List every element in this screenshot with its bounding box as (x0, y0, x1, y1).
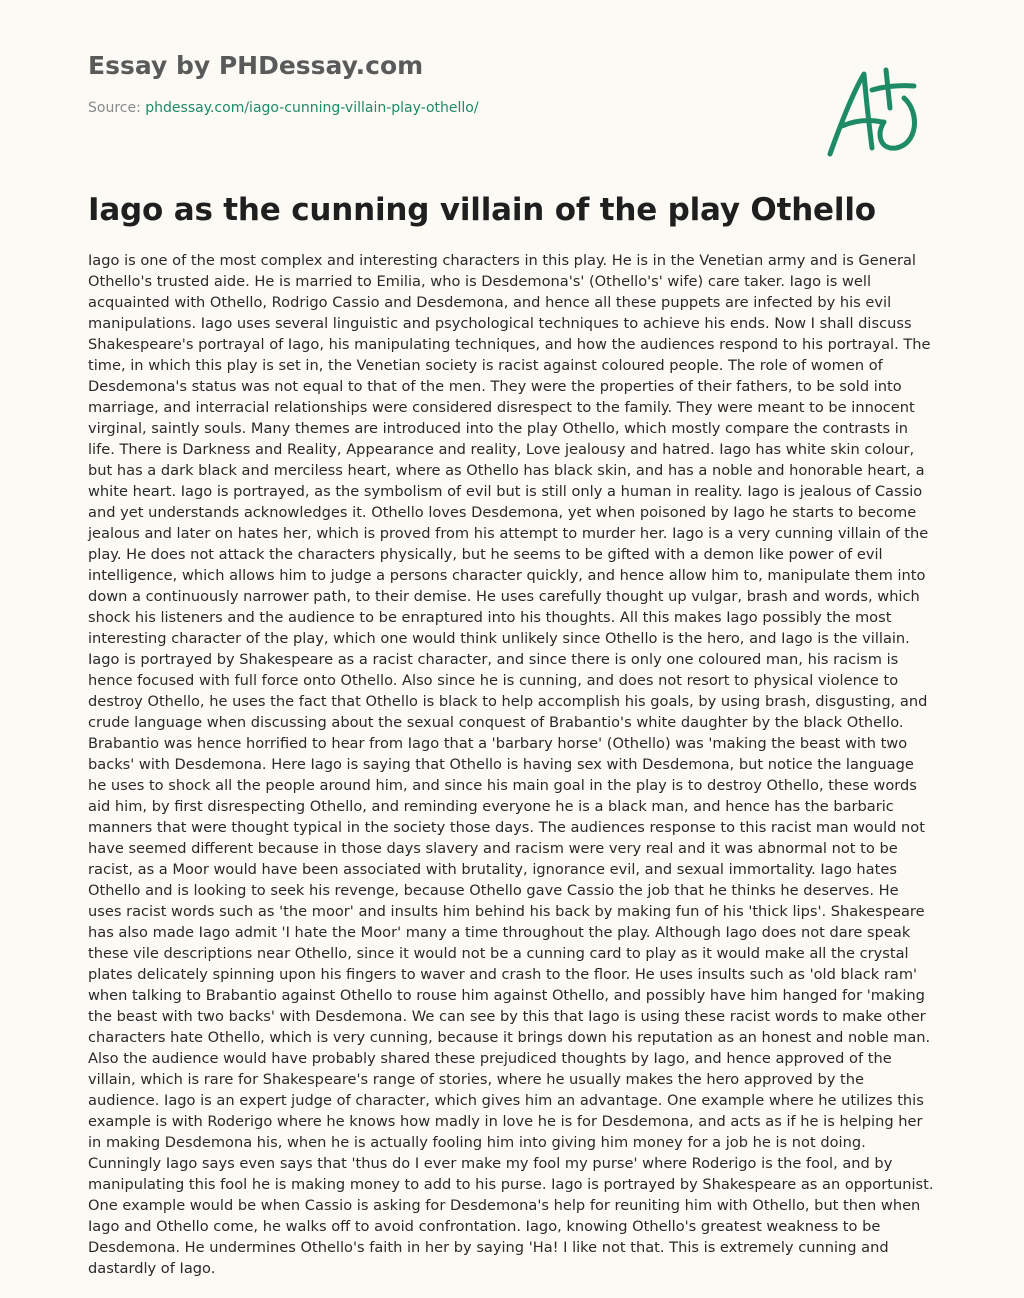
essay-title: Iago as the cunning villain of the play Othello (88, 192, 876, 228)
source-line (88, 98, 788, 118)
site-brand: Essay by PHDessay.com (88, 51, 424, 80)
a-plus-grade-logo-icon (822, 64, 926, 160)
essay-body-container (88, 250, 936, 1277)
document-header (88, 48, 788, 118)
essay-body: Iago is one of the most complex and interesting characters in this play. He is in the Venetian army and is General Othello's trusted aide. He is married to Emilia, who is Desdemona's' (Othello's' wife) care taker. Iago is well acquainted with Othello, Rodrigo Cassio and Desdemona, and hence all these puppets are infected by his evil manipulations. Iago uses several linguistic and psychological techniques to achieve his ends. Now I shall discuss Shakespeare's portrayal of Iago, his manipulating techniques, and how the audiences respond to his portrayal. The time, in which this play is set in, the Venetian society is racist against coloured people. The role of women of Desdemona's status was not equal to that of the men. They were the properties of their fathers, to be sold into marriage, and interracial relationships were considered disrespect to the family. They were meant to be innocent virginal, saintly souls. Many themes are introduced into the play Othello, which mostly compare the contrasts in life. There is Darkness and Reality, Appearance and reality, Love jealousy and hatred. Iago has white skin colour, but has a dark black and merciless heart, where as Othello has black skin, and has a noble and honorable heart, a white heart. Iago is portrayed, as the symbolism of evil but is still only a human in reality. Iago is jealous of Cassio and yet understands acknowledges it. Othello loves Desdemona, yet when poisoned by Iago he starts to become jealous and later on hates her, which is proved from his attempt to murder her. Iago is a very cunning villain of the play. He does not attack the characters physically, but he seems to be gifted with a demon like power of evil intelligence, which allows him to judge a persons character quickly, and hence allow him to, manipulate them into down a continuously narrower path, to their demise. He uses carefully thought up vulgar, brash and words, which shock his listeners and the audience to be enraptured into his thoughts. All this makes Iago possibly the most interesting character of the play, which one would think unlikely since Othello is the hero, and Iago is the villain. Iago is portrayed by Shakespeare as a racist character, and since there is only one coloured man, his racism is hence focused with full force onto Othello. Also since he is cunning, and does not resort to physical violence to destroy Othello, he uses the fact that Othello is black to help accomplish his goals, by using brash, disgusting, and crude language when discussing about the sexual conquest of Brabantio's white daughter by the black Othello. Brabantio was hence horrified to hear from Iago that a 'barbary horse' (Othello) was 'making the beast with two backs' with Desdemona. Here Iago is saying that Othello is having sex with Desdemona, but notice the language he uses to shock all the people around him, and since his main goal in the play is to destroy Othello, these words aid him, by first disrespecting Othello, and reminding everyone he is a black man, and hence has the barbaric manners that were thought typical in the society those days. The audiences response to this racist man would not have seemed different because in those days slavery and racism were very real and it was abnormal not to be racist, as a Moor would have been associated with brutality, ignorance evil, and sexual immortality. Iago hates Othello and is looking to seek his revenge, because Othello gave Cassio the job that he thinks he deserves. He uses racist words such as 'the moor' and insults him behind his back by making fun of his 'thick lips'. Shakespeare has also made Iago admit 'I hate the Moor' many a time throughout the play. Although Iago does not dare speak these vile descriptions near Othello, since it would not be a cunning card to play as it would make all the crystal plates delicately spinning upon his fingers to waver and crash to the floor. He uses insults such as 'old black ram' when talking to Brabantio against Othello to rouse him against Othello, and possibly have him hanged for 'making the beast with two backs' with Desdemona. We can see by this that Iago is using these racist words to make other characters hate Othello, which is very cunning, because it brings down his reputation as an honest and noble man. Also the audience would have probably shared these prejudiced thoughts by Iago, and hence approved of the villain, which is rare for Shakespeare's range of stories, where he usually makes the hero approved by the audience. Iago is an expert judge of character, which gives him an advantage. One example where he utilizes this example is with Roderigo where he knows how madly in love he is for Desdemona, and acts as if he is helping her in making Desdemona his, when he is actually fooling him into giving him money for a job he is not doing. Cunningly Iago says even says that 'thus do I ever make my fool my purse' where Roderigo is the fool, and by manipulating this fool he is making money to add to his purse. Iago is portrayed by Shakespeare as an opportunist. One example would be when Cassio is asking for Desdemona's help for reuniting him with Othello, but then when Iago and Othello come, he walks off to avoid confrontation. Iago, knowing Othello's greatest weakness to be Desdemona. He undermines Othello's faith in her by saying 'Ha! I like not that. This is extremely cunning and dastardly of Iago. (88, 252, 934, 1277)
source-link[interactable]: phdessay.com/iago-cunning-villain-play-othello/ (145, 100, 479, 116)
source-label: Source: (88, 100, 141, 116)
